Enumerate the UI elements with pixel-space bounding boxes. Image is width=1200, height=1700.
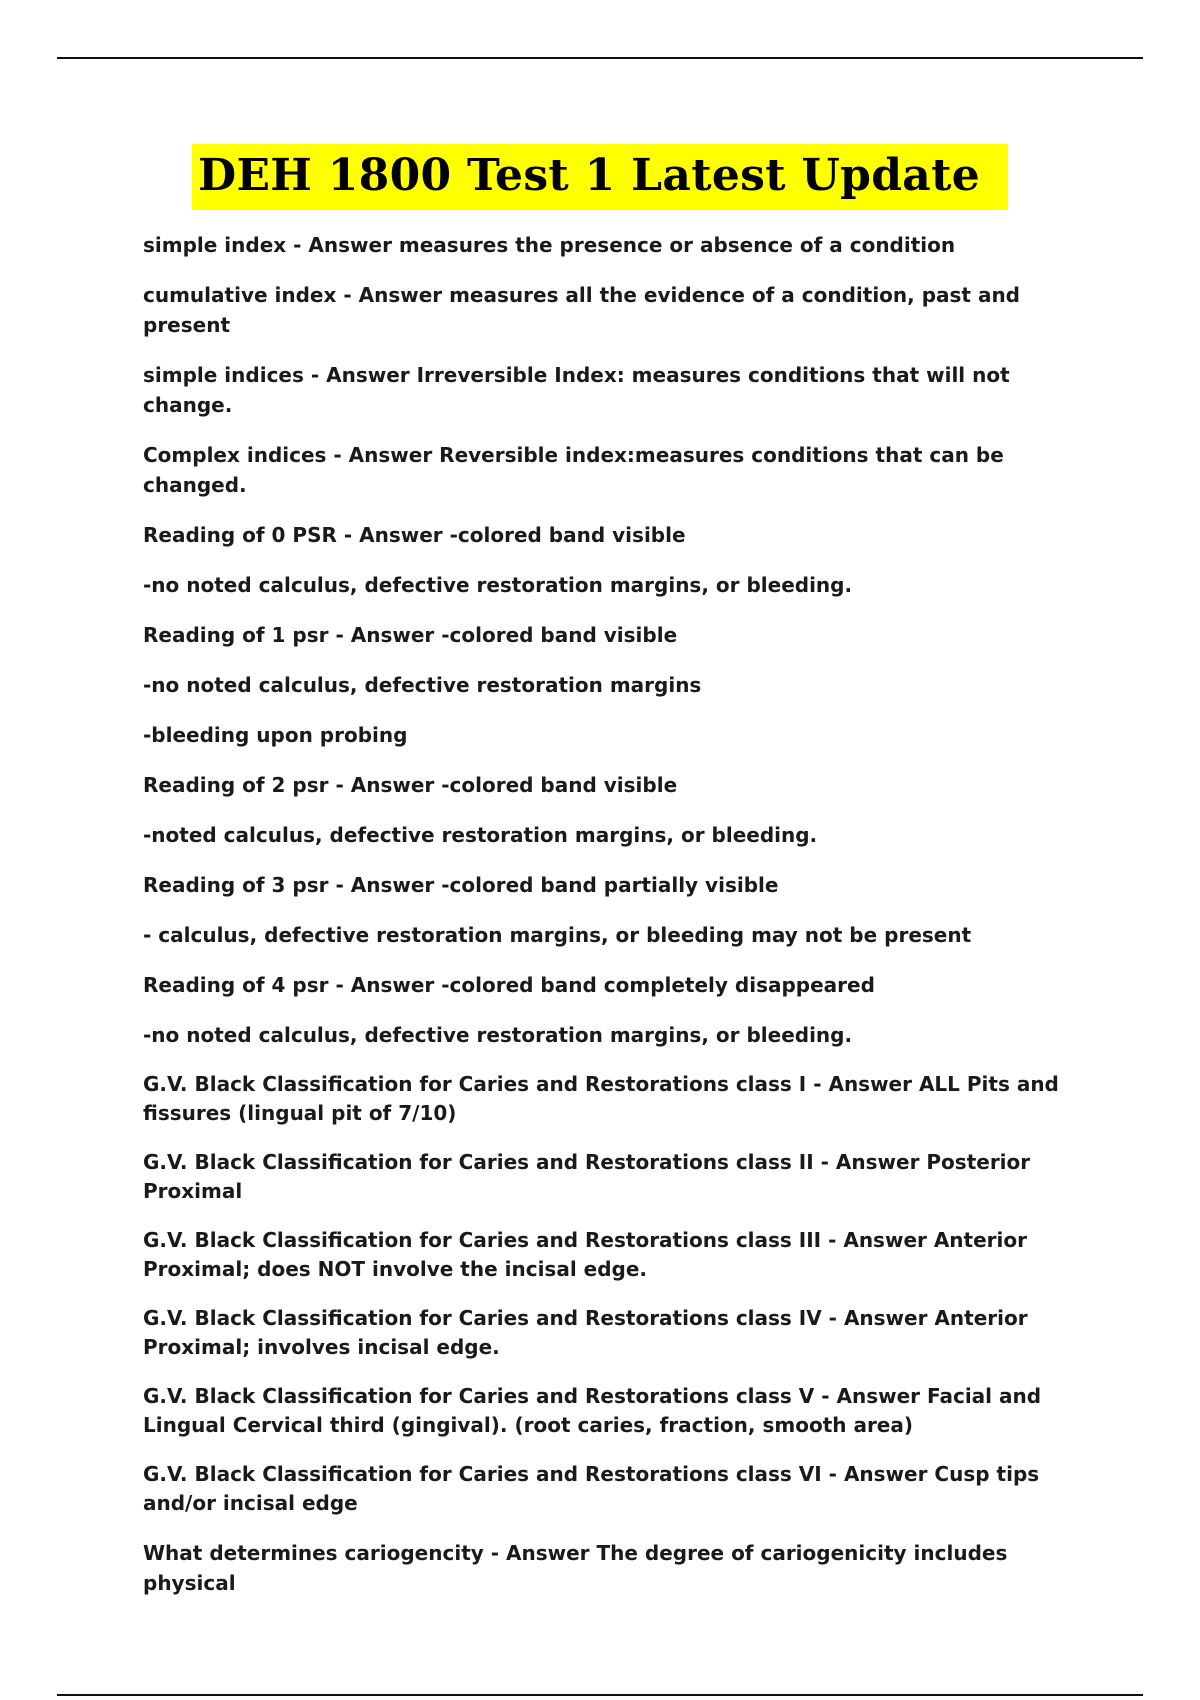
- text-line: - calculus, defective restoration margins, or bleeding may not be present: [143, 923, 972, 947]
- text-line: simple index - Answer measures the presence or absence of a condition: [143, 233, 956, 257]
- text-line: simple indices - Answer Irreversible Index: measures conditions that will not change.: [143, 363, 1010, 417]
- text-line: What determines cariogencity - Answer The degree of cariogenicity includes physical: [143, 1541, 1008, 1595]
- text-line: -bleeding upon probing: [143, 723, 408, 747]
- text-line: G.V. Black Classification for Caries and Restorations class III - Answer Anterior Proximal; does NOT involve the incisal edge.: [143, 1228, 1027, 1281]
- text-line: -noted calculus, defective restoration margins, or bleeding.: [143, 823, 818, 847]
- text-line: Reading of 4 psr - Answer -colored band completely disappeared: [143, 973, 875, 997]
- document-body: [143, 230, 1093, 1618]
- text-line: G.V. Black Classification for Caries and Restorations class VI - Answer Cusp tips and/or incisal edge: [143, 1462, 1040, 1515]
- text-line: G.V. Black Classification for Caries and Restorations class II - Answer Posterior Proximal: [143, 1150, 1031, 1203]
- text-line: -no noted calculus, defective restoration margins, or bleeding.: [143, 1023, 853, 1047]
- text-line: Reading of 0 PSR - Answer -colored band visible: [143, 523, 686, 547]
- text-line: -no noted calculus, defective restoration margins, or bleeding.: [143, 573, 853, 597]
- text-line: G.V. Black Classification for Caries and Restorations class I - Answer ALL Pits and fissures (lingual pit of 7/10): [143, 1072, 1059, 1125]
- text-line: -no noted calculus, defective restoration margins: [143, 673, 702, 697]
- title-container: [0, 144, 1200, 210]
- text-line: Reading of 1 psr - Answer -colored band visible: [143, 623, 678, 647]
- top-rule: [57, 57, 1143, 59]
- document-title: DEH 1800 Test 1 Latest Update: [192, 144, 1008, 210]
- text-line: G.V. Black Classification for Caries and Restorations class V - Answer Facial and Lingual Cervical third (gingival). (root caries, fraction, smooth area): [143, 1384, 1042, 1437]
- text-line: Reading of 2 psr - Answer -colored band visible: [143, 773, 678, 797]
- bottom-rule: [57, 1694, 1143, 1696]
- text-line: Reading of 3 psr - Answer -colored band partially visible: [143, 873, 779, 897]
- text-line: cumulative index - Answer measures all the evidence of a condition, past and present: [143, 283, 1021, 337]
- text-line: G.V. Black Classification for Caries and Restorations class IV - Answer Anterior Proximal; involves incisal edge.: [143, 1306, 1028, 1359]
- text-line: Complex indices - Answer Reversible index:measures conditions that can be changed.: [143, 443, 1004, 497]
